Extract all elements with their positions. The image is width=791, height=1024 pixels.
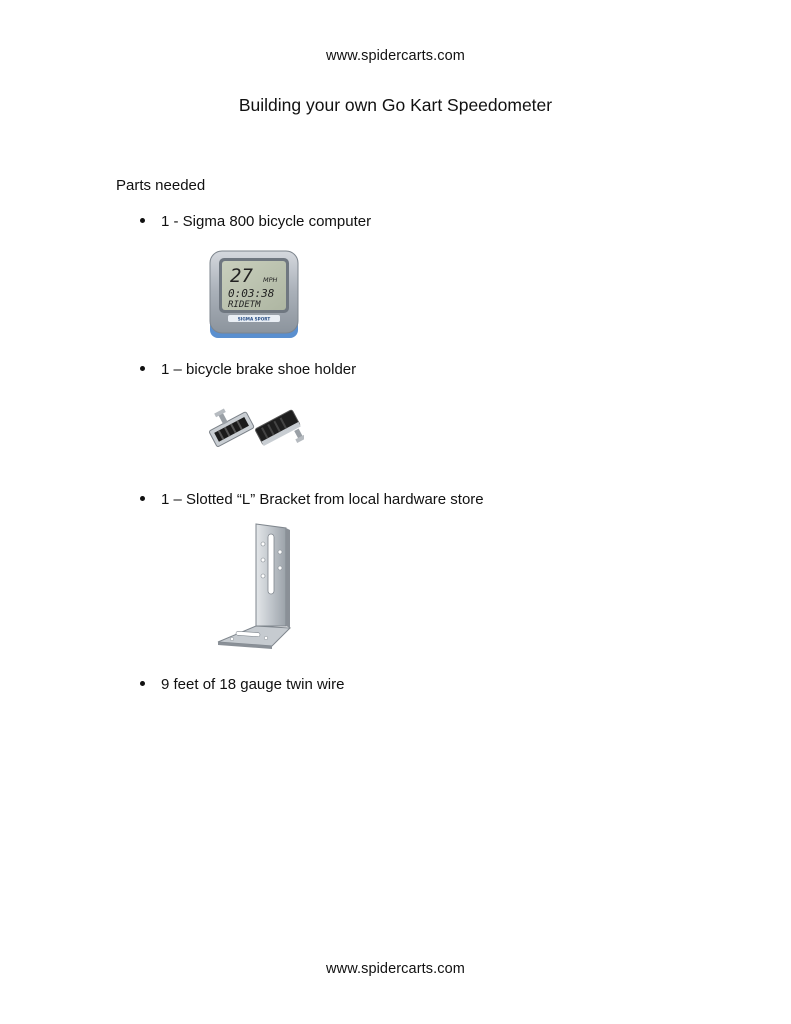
document-title: Building your own Go Kart Speedometer [238,95,553,115]
lcd-mode: RIDETM [228,300,261,310]
bullet-icon [140,218,145,223]
bullet-icon [140,366,145,371]
lcd-unit: MPH [263,276,278,284]
bullet-icon [140,681,145,686]
site-url-header: www.spidercarts.com [326,48,465,64]
brand-label: SIGMA SPORT [237,316,271,322]
bicycle-computer-image [208,248,301,347]
lcd-time: 0:03:38 [228,287,275,300]
list-item-text: 1 – Slotted “L” Bracket from local hardware store [161,491,484,508]
list-item-text: 1 - Sigma 800 bicycle computer [161,213,372,230]
l-bracket-image [212,522,298,655]
list-item-bicycle-computer [140,213,371,230]
section-heading-parts-needed: Parts needed [116,177,206,194]
list-item-l-bracket [140,491,484,508]
list-item-text: 1 – bicycle brake shoe holder [161,361,357,378]
bullet-icon [140,496,145,501]
list-item-twin-wire [140,676,344,693]
brake-shoe-image [208,394,304,459]
site-url-footer: www.spidercarts.com [326,961,465,977]
lcd-speed: 27 [230,265,253,287]
list-item-brake-shoe-holder [140,361,356,378]
list-item-text: 9 feet of 18 gauge twin wire [161,676,345,693]
